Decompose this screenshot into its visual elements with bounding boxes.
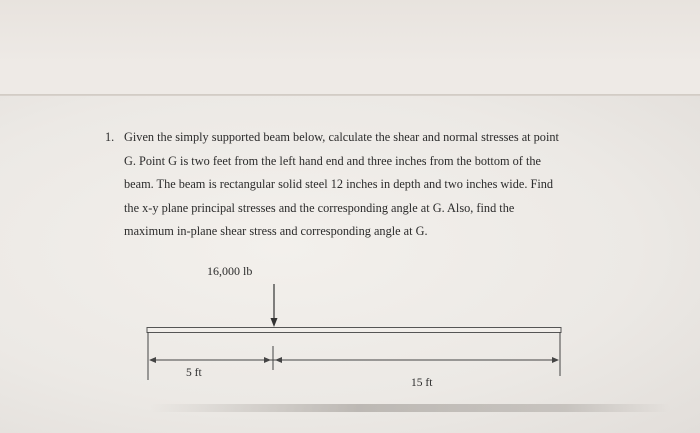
problem-line-1: Given the simply supported beam below, calculate the shear and normal stresses at point	[124, 130, 559, 144]
dim-arrow-left	[149, 357, 156, 363]
left-span-label: 5 ft	[186, 367, 202, 379]
problem-number: 1.	[105, 130, 115, 144]
load-label: 16,000 lb	[207, 264, 253, 278]
dim-arrow-right	[552, 357, 559, 363]
right-span-label: 15 ft	[411, 377, 433, 389]
problem-line-4: the x-y plane principal stresses and the corresponding angle at G. Also, find the	[124, 200, 515, 215]
beam	[147, 328, 561, 333]
load-arrow-head	[271, 318, 278, 327]
problem-line-3: beam. The beam is rectangular solid steel 12 inches in depth and two inches wide. Find	[124, 177, 554, 191]
problem-line-5: maximum in-plane shear stress and corresponding angle at G.	[124, 224, 428, 238]
dim-arrow-mid-right	[275, 357, 282, 363]
problem-line-2: G. Point G is two feet from the left hand end and three inches from the bottom of the	[124, 153, 541, 168]
paper-fold-shadow	[150, 404, 670, 412]
dim-arrow-mid-left	[264, 357, 271, 363]
